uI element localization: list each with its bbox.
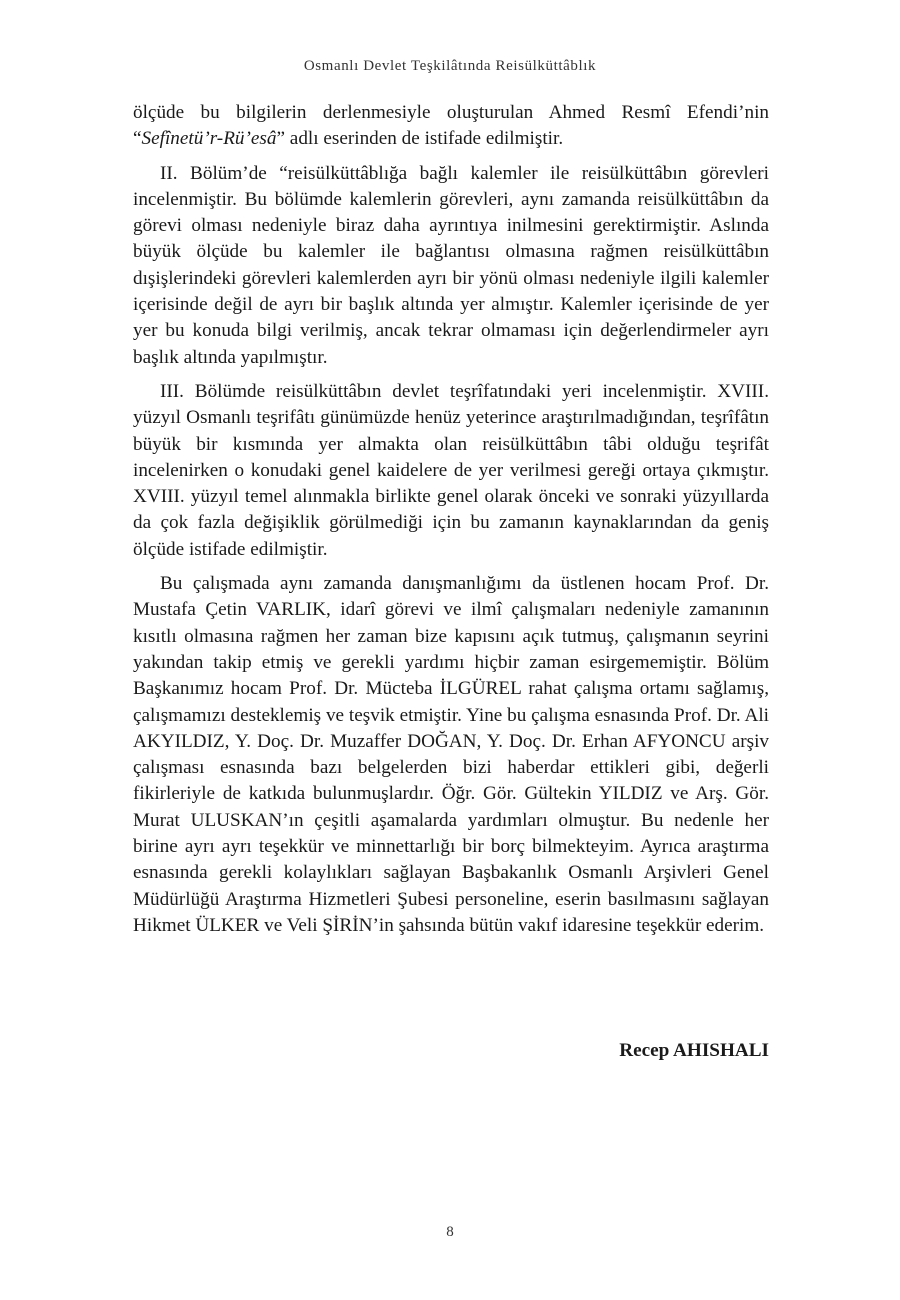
paragraph-section-3: III. Bölümde reisülküttâbın devlet teşrîfatındaki yeri incelenmiştir. XVIII. yüzyıl Osmanlı teşrifâtı günümüzde henüz yeterince araştırılmadığından, teşrîfâtın büyük bir kısmında yer almakta olan reisülküttâbın tâbi olduğu teşrifât incelenirken o konudaki genel kaidelere de yer verilmesi gereği ortaya çıkmıştır. XVIII. yüzyıl temel alınmakla birlikte genel olarak önceki ve sonraki yüzyıllarda da çok fazla değişiklik görülmediği için bu zamanın kaynaklarından da geniş ölçüde istifade edilmiştir. xyxy=(133,380,769,560)
paragraph-1-text-start: ölçüde bu bilgilerin derlenmesiyle oluşturulan Ahmed Resmî Efendi’nin “ xyxy=(133,102,769,150)
author-signature: Recep AHISHALI xyxy=(619,1040,769,1061)
paragraph-acknowledgements: Bu çalışmada aynı zamanda danışmanlığımı da üstlenen hocam Prof. Dr. Mustafa Çetin VARLIK, idarî görevi ve ilmî çalışmaları nedeniyle zamanının kısıtlı olmasına rağmen her zaman bize kapısını açık tutmuş, çalışmanın seyrini yakından takip etmiş ve gerekli yardımı hiçbir zaman esirgememiştir. Bölüm Başkanımız hocam Prof. Dr. Mücteba İLGÜREL rahat çalışma ortamı sağlamış, çalışmamızı desteklemiş ve teşvik etmiştir. Yine bu çalışma esnasında Prof. Dr. Ali AKYILDIZ, Y. Doç. Dr. Muzaffer DOĞAN, Y. Doç. Dr. Erhan AFYONCU arşiv çalışması esnasında bazı belgelerden bizi haberdar ettikleri gibi, değerli fikirleriyle de katkıda bulunmuşlardır. Öğr. Gör. Gültekin YILDIZ ve Arş. Gör. Murat ULUSKAN’ın çeşitli aşamalarda yardımları olmuştur. Bu nedenle her birine ayrı ayrı teşekkür ve minnettarlığı bir borç bilmekteyim. Ayrıca araştırma esnasında gerekli kolaylıkları sağlayan Başbakanlık Osmanlı Arşivleri Genel Müdürlüğü Araştırma Hizmetleri Şubesi personeline, eserin basılmasını sağlayan Hikmet ÜLKER ve Veli ŞİRİN’in şahsında bütün vakıf idaresine teşekkür ederim. xyxy=(133,573,769,936)
paragraph-section-2: II. Bölüm’de “reisülküttâblığa bağlı kalemler ile reisülküttâbın görevleri incelenmiştir. Bu bölümde kalemlerin görevleri, aynı zamanda reisülküttâbın da görevi olması nedeniyle biraz daha ayrıntıya inilmesini gerektirmiştir. Aslında büyük ölçüde bu kalemler ile bağlantısı olmasına rağmen reisülküttâbın dışişlerindeki görevleri kalemlerden ayrı bir yönü olması nedeniyle ilgili kalemler içerisinde değil de ayrı bir başlık altında yer almıştır. Kalemler içerisinde de yer yer bu konuda bilgi verilmiş, ancak tekrar olmaması için değerlendirmeler ayrı başlık altında yapılmıştır. xyxy=(133,162,769,368)
running-header: Osmanlı Devlet Teşkilâtında Reisülküttâblık xyxy=(303,58,597,74)
body-text xyxy=(133,100,769,947)
paragraph-continuation xyxy=(133,100,769,153)
paragraph-1-text-end: ” adlı eserinden de istifade edilmiştir. xyxy=(276,128,564,150)
book-title-italic: Sefînetü’r-Rü’esâ xyxy=(141,128,277,150)
page-number: 8 xyxy=(446,1224,454,1240)
